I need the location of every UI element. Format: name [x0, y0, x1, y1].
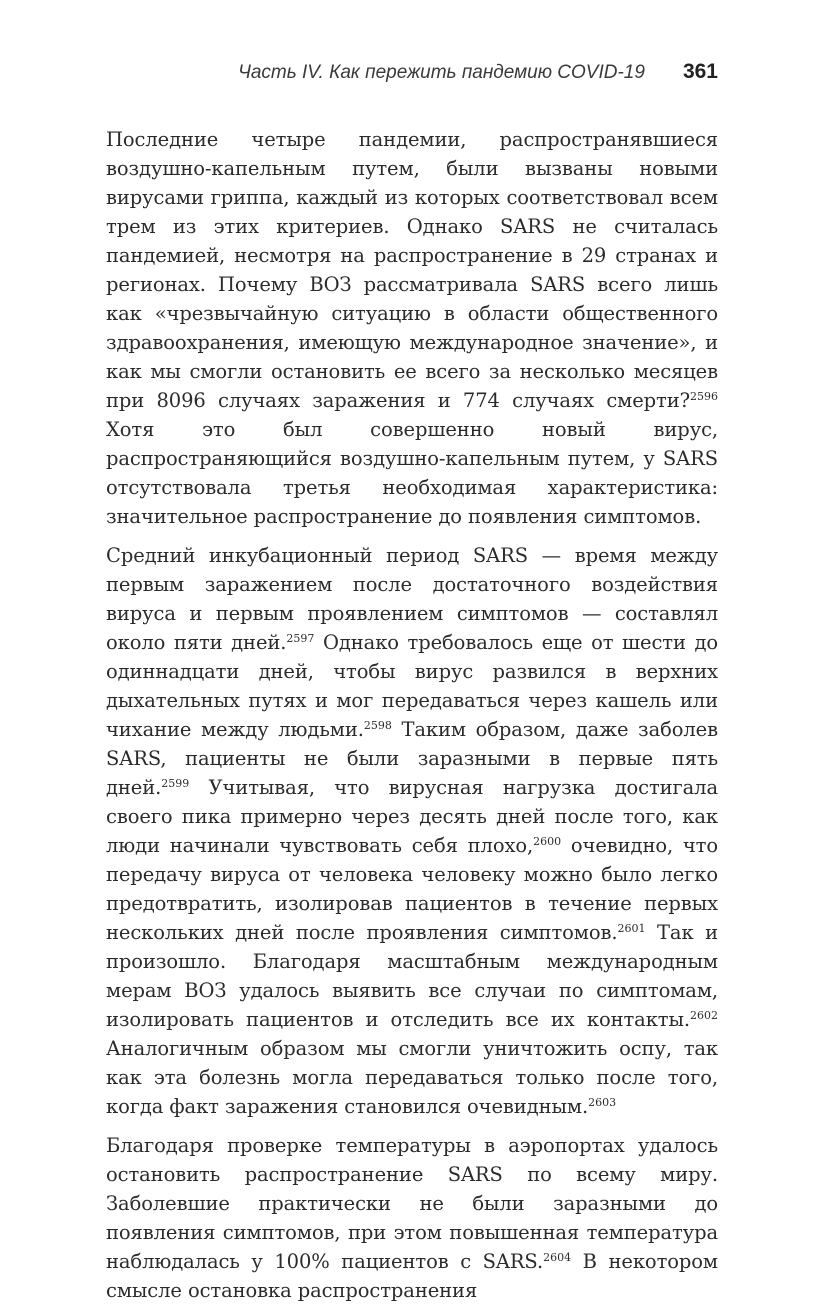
text-run: Аналогичным образом мы смогли уничтожить оспу, так как эта болезнь могла передаваться только после того, когда факт заражения становился очевидным. — [106, 1037, 718, 1118]
text-run: Хотя это был совершенно новый вирус, распространяющийся воздушно-капельным путем, у SARS отсутствовала третья необходимая характеристика: значительное распространение до появления симптомов. — [106, 418, 718, 528]
footnote-ref: 2600 — [533, 835, 562, 848]
text-run: Однако требовалось еще от шести до одиннадцати дней, чтобы вирус развился в верхних дыхательных путях и мог передаваться через кашель или чихание между людьми. — [106, 631, 718, 741]
text-run: Благодаря проверке температуры в аэропортах удалось остановить распространение SARS по всему миру. Заболевшие практически не были заразными до появления симптомов, при этом повышенная температура наблюдалась у 100% пациентов с SARS. — [106, 1134, 718, 1273]
footnote-ref: 2596 — [690, 390, 718, 403]
footnote-ref: 2597 — [286, 632, 315, 645]
text-run: Так и произошло. Благодаря масштабным международным мерам ВОЗ удалось выявить все случаи по симптомам, изолировать пациентов и отследить все их контакты. — [106, 921, 718, 1031]
footnote-ref: 2601 — [617, 922, 646, 935]
paragraph — [106, 1131, 718, 1305]
text-run: Учитывая, что вирусная нагрузка достигала своего пика примерно через десять дней после того, как люди начинали чувствовать себя плохо, — [106, 776, 718, 857]
paragraph — [106, 541, 718, 1121]
text-run: Средний инкубационный период SARS — время между первым заражением после достаточного воздействия вируса и первым проявлением симптомов — составлял около пяти дней. — [106, 544, 718, 654]
text-run: В некотором смысле остановка распространения — [106, 1250, 718, 1302]
running-header — [106, 60, 718, 84]
footnote-ref: 2599 — [161, 777, 190, 790]
text-run: Последние четыре пандемии, распространявшиеся воздушно-капельным путем, были вызваны новыми вирусами гриппа, каждый из которых соответствовал всем трем из этих критериев. Однако SARS не считалась пандемией, несмотря на распространение в 29 странах и регионах. Почему ВОЗ рассматривала SARS всего лишь как «чрезвычайную ситуацию в области общественного здравоохранения, имеющую международное значение», и как мы смогли остановить ее всего за несколько месяцев при 8096 случаях заражения и 774 случаях смерти? — [106, 128, 718, 412]
footnote-ref: 2598 — [363, 719, 392, 732]
text-run: Таким образом, даже заболев SARS, пациенты не были заразными в первые пять дней. — [106, 718, 718, 799]
footnote-ref: 2602 — [690, 1009, 718, 1022]
paragraph — [106, 125, 718, 531]
running-title: Часть IV. Как пережить пандемию COVID-19 — [238, 62, 645, 83]
footnote-ref: 2603 — [588, 1096, 617, 1109]
page-number: 361 — [682, 60, 718, 83]
text-run: очевидно, что передачу вируса от человека человеку можно было легко предотвратить, изолировав пациентов в течение первых нескольких дней после проявления симптомов. — [106, 834, 718, 944]
footnote-ref: 2604 — [543, 1251, 572, 1264]
body-text — [106, 125, 718, 1305]
